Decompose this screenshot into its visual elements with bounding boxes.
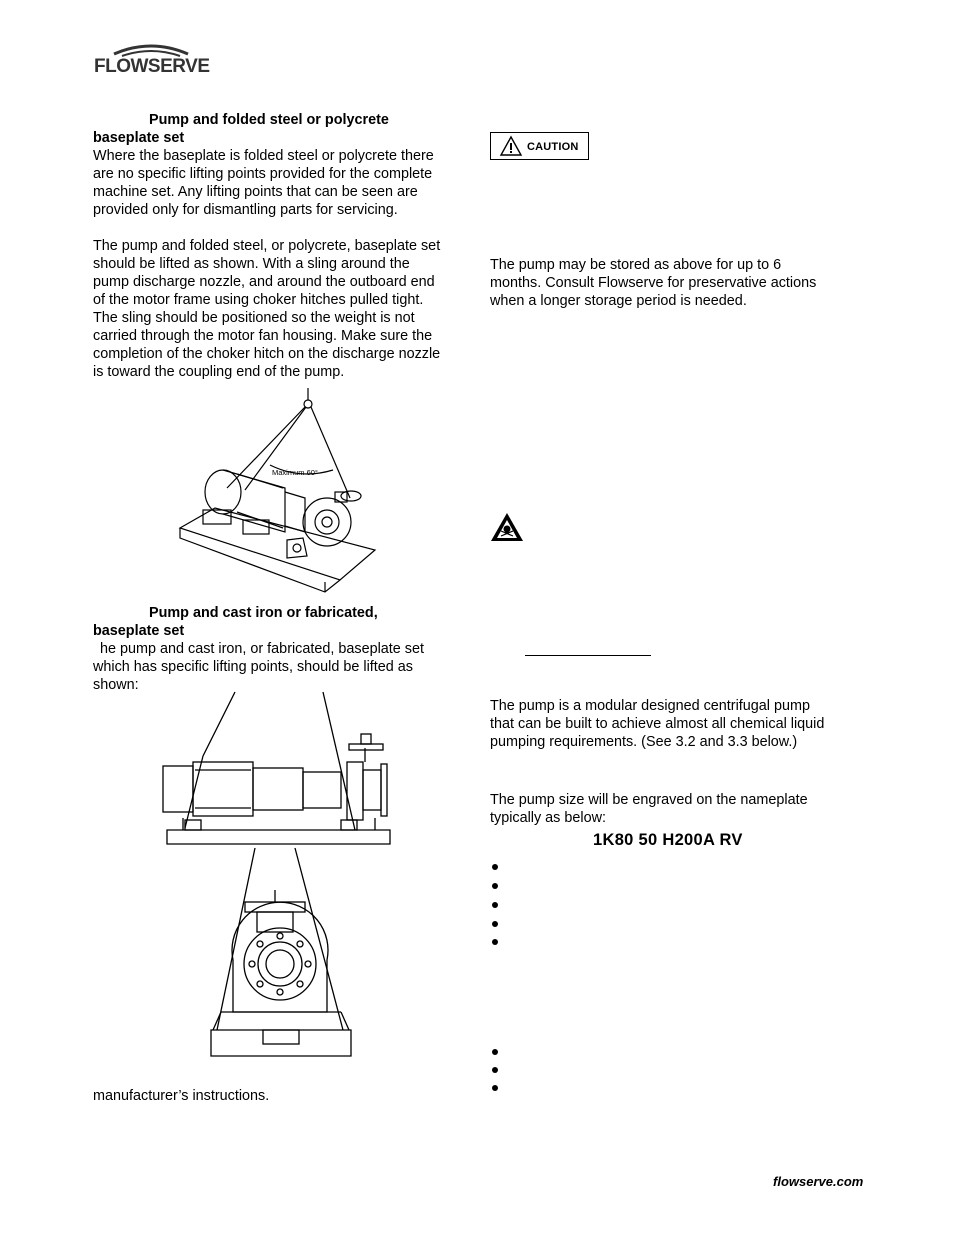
figure-angle-label: Maximum 60° bbox=[272, 468, 318, 477]
text-line: he pump and cast iron, or fabricated, baseplate set bbox=[100, 641, 424, 657]
text-line: pumping requirements. (See 3.2 and 3.3 below.) bbox=[490, 734, 798, 750]
warning-triangle-icon bbox=[500, 136, 522, 156]
paragraph-nameplate bbox=[490, 791, 808, 827]
text-line: are no specific lifting points provided for the complete bbox=[93, 166, 433, 182]
paragraph-cast-iron bbox=[93, 640, 424, 694]
text-line: months. Consult Flowserve for preservative actions bbox=[490, 275, 817, 291]
logo-text: FLOWSERVE bbox=[94, 56, 210, 77]
bullet-point bbox=[492, 1049, 498, 1055]
text-line: machine set. Any lifting points that can be seen are bbox=[93, 184, 418, 200]
text-line: Where the baseplate is folded steel or polycrete there bbox=[93, 148, 434, 164]
section2-heading: Pump and cast iron or fabricated, bbox=[149, 605, 378, 621]
text-line: The pump size will be engraved on the nameplate bbox=[490, 792, 808, 808]
underline-rule bbox=[525, 655, 651, 656]
text-line: The pump is a modular designed centrifugal pump bbox=[490, 698, 810, 714]
bullet-point bbox=[492, 1067, 498, 1073]
paragraph-sling bbox=[93, 237, 440, 381]
bullet-point bbox=[492, 883, 498, 889]
caution-sign bbox=[490, 132, 589, 160]
text-line: The sling should be positioned so the weight is not bbox=[93, 310, 415, 326]
text-line: provided only for dismantling parts for servicing. bbox=[93, 202, 398, 218]
pump-lift-views-illustration bbox=[155, 690, 400, 1062]
section1-heading: Pump and folded steel or polycrete bbox=[149, 112, 389, 128]
footer-website[interactable]: flowserve.com bbox=[773, 1174, 864, 1189]
text-line: pump discharge nozzle, and around the outboard end bbox=[93, 274, 435, 290]
text-line: typically as below: bbox=[490, 810, 606, 826]
text-line: should be lifted as shown. With a sling around the bbox=[93, 256, 410, 272]
bullet-point bbox=[492, 864, 498, 870]
pump-sling-illustration bbox=[175, 380, 380, 595]
bullet-point bbox=[492, 902, 498, 908]
toxic-hazard-sign bbox=[490, 512, 524, 547]
text-line: completion of the choker hitch on the discharge nozzle bbox=[93, 346, 441, 362]
bullet-point bbox=[492, 1085, 498, 1091]
pump-model-code: 1K80 50 H200A RV bbox=[593, 831, 743, 849]
text-line: is toward the coupling end of the pump. bbox=[93, 364, 345, 380]
text-line: The pump may be stored as above for up to 6 bbox=[490, 257, 782, 273]
text-line: of the motor frame using choker hitches pulled tight. bbox=[93, 292, 424, 308]
figure-folded-baseplate-lift bbox=[175, 380, 380, 595]
text-line: shown: bbox=[93, 677, 139, 693]
figure-cast-iron-baseplate-lift bbox=[155, 690, 400, 1062]
paragraph-storage bbox=[490, 256, 816, 310]
text-line: which has specific lifting points, should be lifted as bbox=[93, 659, 413, 675]
text-line: that can be built to achieve almost all chemical liquid bbox=[490, 716, 825, 732]
section2-heading-cont: baseplate set bbox=[93, 623, 185, 639]
flowserve-logo bbox=[94, 42, 208, 82]
section1-heading-cont: baseplate set bbox=[93, 130, 185, 146]
toxic-hazard-icon bbox=[490, 512, 524, 542]
bullet-point bbox=[492, 921, 498, 927]
paragraph-modular-design bbox=[490, 697, 824, 751]
text-line: The pump and folded steel, or polycrete, baseplate set bbox=[93, 238, 441, 254]
text-line: when a longer storage period is needed. bbox=[490, 293, 747, 309]
caution-label: CAUTION bbox=[527, 141, 579, 153]
paragraph-manufacturer: manufacturer’s instructions. bbox=[93, 1088, 270, 1104]
paragraph-lifting-points bbox=[93, 147, 434, 219]
text-line: carried through the motor fan housing. Make sure the bbox=[93, 328, 433, 344]
bullet-point bbox=[492, 939, 498, 945]
